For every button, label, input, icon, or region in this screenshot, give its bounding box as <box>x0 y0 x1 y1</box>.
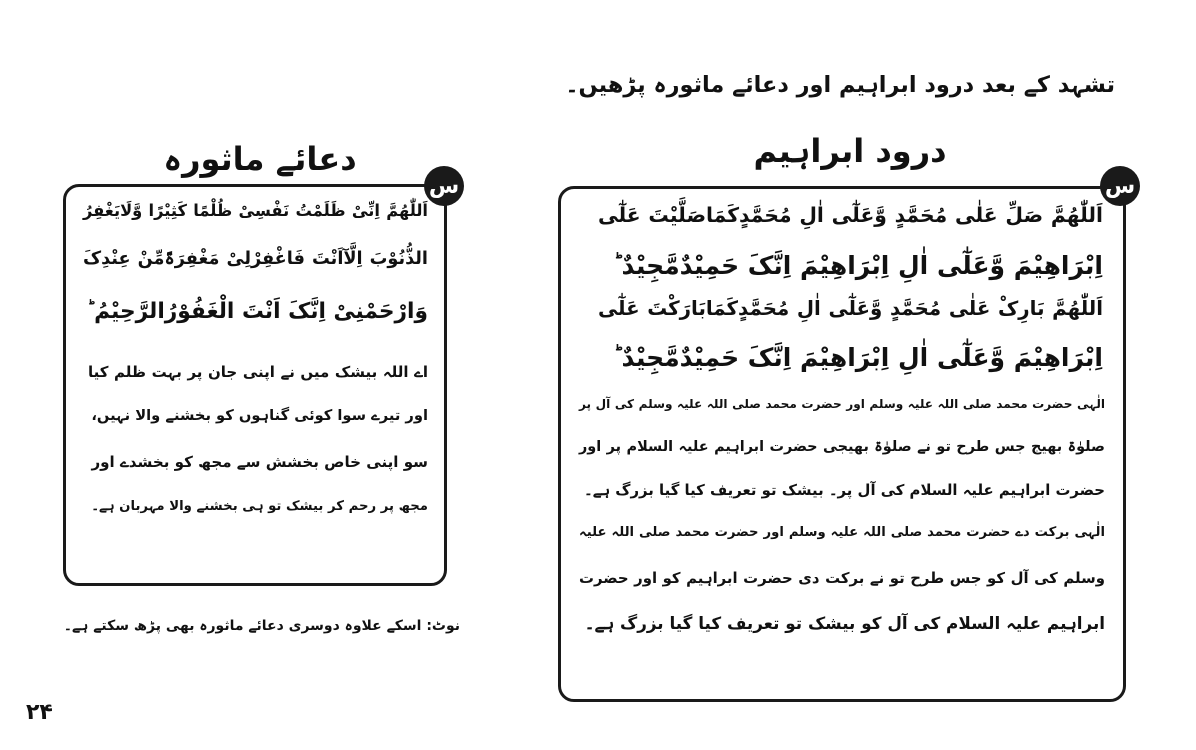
badge-icon: س <box>1100 166 1140 206</box>
arabic-line: اَللّٰھُمَّ اِنِّیْ ظَلَمْتُ نَفْسِیْ ظُلْمًا کَثِیْرًا وَّلَایَغْفِرُ <box>83 201 428 220</box>
urdu-line: وسلم کی آل کو جس طرح تو نے برکت دی حضرت ابراہیم کو اور حضرت <box>579 569 1105 587</box>
page-heading: تشہد کے بعد درود ابراہیم اور دعائے ماثورہ پڑھیں۔ <box>565 72 1115 98</box>
arabic-line: اَللّٰھُمَّ صَلِّ عَلٰی مُحَمَّدٍ وَّعَلٰٓی اٰلِ مُحَمَّدٍکَمَاصَلَّیْتَ عَلٰٓی <box>598 203 1103 227</box>
left-section-title: دعائے ماثورہ <box>163 140 357 178</box>
durood-ibrahim-box <box>558 186 1126 702</box>
arabic-line: اَللّٰھُمَّ بَارِکْ عَلٰی مُحَمَّدٍ وَّعَلٰٓی اٰلِ مُحَمَّدٍکَمَابَارَکْتَ عَلٰٓی <box>598 297 1103 320</box>
urdu-line: حضرت ابراہیم علیہ السلام کی آل پر۔ بیشک تو تعریف کیا گیا بزرگ ہے۔ <box>583 481 1105 499</box>
footnote: نوٹ: اسکے علاوہ دوسری دعائے ماثورہ بھی پڑھ سکتے ہے۔ <box>63 618 460 634</box>
urdu-line: صلوٰۃ بھیج جس طرح تو نے صلوٰۃ بھیجی حضرت ابراہیم علیہ السلام پر اور <box>579 439 1105 455</box>
urdu-line: الٰہی حضرت محمد صلی اللہ علیہ وسلم اور حضرت محمد صلی اللہ علیہ وسلم کی آل پر <box>579 397 1105 411</box>
arabic-line: اِبْرَاھِیْمَ وَّعَلٰٓی اٰلِ اِبْرَاھِیْمَ اِنَّکَ حَمِیْدٌمَّجِیْدٌ ؕ <box>612 343 1103 372</box>
arabic-line: وَارْحَمْنِیْ اِنَّکَ اَنْتَ الْغَفُوْرُالرَّحِیْمُ ؕ <box>86 299 428 324</box>
urdu-line: الٰہی برکت دے حضرت محمد صلی اللہ علیہ وسلم اور حضرت محمد صلی اللہ علیہ <box>579 525 1105 540</box>
arabic-line: الذُّنُوْبَ اِلَّآاَنْتَ فَاغْفِرْلِیْ مَغْفِرَۃًمِّنْ عِنْدِکَ <box>83 249 428 269</box>
urdu-line: سو اپنی خاص بخشش سے مجھ کو بخشدے اور <box>91 453 428 471</box>
arabic-line: اِبْرَاھِیْمَ وَّعَلٰٓی اٰلِ اِبْرَاھِیْمَ اِنَّکَ حَمِیْدٌمَّجِیْدٌ ؕ <box>612 251 1103 280</box>
dua-masoora-box <box>63 184 447 586</box>
urdu-line: مجھ پر رحم کر بیشک تو ہی بخشنے والا مہربان ہے۔ <box>91 499 428 514</box>
urdu-line: اور تیرے سوا کوئی گناہوں کو بخشنے والا نہیں، <box>91 407 428 424</box>
right-section-title: درود ابراہیم <box>753 132 947 170</box>
urdu-line: ابراہیم علیہ السلام کی آل کو بیشک تو تعریف کیا گیا بزرگ ہے۔ <box>584 613 1105 633</box>
urdu-line: اے اللہ بیشک میں نے اپنی جان پر بہت ظلم کیا <box>88 363 428 381</box>
badge-icon: س <box>424 166 464 206</box>
page-number: ۲۴ <box>26 700 53 725</box>
